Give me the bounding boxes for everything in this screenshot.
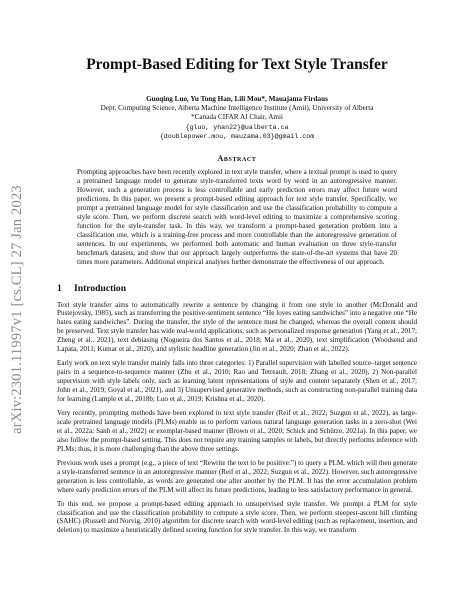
paper-page xyxy=(57,56,417,540)
author-affiliation-2: *Canada CIFAR AI Chair, Amii xyxy=(190,113,283,122)
author-email-2: {doublepower.mou, mauzama.03}@gmail.com xyxy=(159,132,315,140)
author-block xyxy=(57,95,417,141)
abstract-heading-text: Abstract xyxy=(217,154,257,164)
abstract-text: Prompting approaches have been recently explored in text style transfer, where a textual prompt is used to query a pretrained language model to generate style-transferred texts word by word in an autoregressive manner. However, such a generation process is less controllable and early prediction errors may affect future word predictions. In this paper, we present a prompt-based editing approach for text style transfer. Specifically, we prompt a pretrained language model for style classification and use the classification probability to compute a style score. Then, we perform discrete search with word-level editing to maximize a comprehensive scoring function for the style-transfer task. In this way, we transform a prompt-based generation problem into a classification one, which is a training-free process and more controllable than the autoregressive generation of sentences. In our experiments, we performed both automatic and human evaluation on three style-transfer benchmark datasets, and show that our approach largely outperforms the state-of-the-art systems that have 20 times more parameters. Additional empirical analyses further demonstrate the effectiveness of our approach. xyxy=(77,168,397,266)
arxiv-identifier-text: arXiv:2301.11997v1 [cs.CL] 27 Jan 2023 xyxy=(8,184,25,434)
intro-paragraph-4: Previous work uses a prompt (e.g., a piece of text “Rewrite the text to be positive:”) to query a PLM, which will then generate a style-transferred sentence in an autoregressive manner (Reif et al., 2022; Suzgun et al., 2022). However, such autoregressive generation is less controllable, as words are generated one after another by the PLM. It has the error accumulation problem where early prediction errors of the PLM will affect its future predictions, leading to less satisfactory performance in general. xyxy=(57,458,417,494)
section-heading-introduction xyxy=(57,283,417,294)
section-number: 1 xyxy=(57,282,62,294)
section-title: Introduction xyxy=(74,282,127,294)
arxiv-identifier-stamp xyxy=(5,150,29,468)
paper-title: Prompt-Based Editing for Text Style Transfer xyxy=(86,56,388,73)
author-affiliation: Dept. Computing Science, Alberta Machine Intelligence Institute (Amii), University of Alberta xyxy=(100,104,374,113)
abstract-heading xyxy=(57,154,417,163)
intro-paragraph-1: Text style transfer aims to automatically rewrite a sentence by changing it from one style to another (McDonald and Pustejovsky, 1985), such as transferring the positive-sentiment sentence “He loves eating sandwiches” into a negative one “He hates eating sandwiches”. During the transfer, the style of the sentence must be changed, whereas the overall content should be preserved. Text style transfer has wide real-world applications, such as personalized response generation (Yang et al., 2017; Zheng et al., 2021), text debiasing (Nogueira dos Santos et al., 2018; Ma et al., 2020), text simplification (Woodsend and Lapata, 2011; Kumar et al., 2020), and stylistic headline generation (Jin et al., 2020; Zhan et al., 2022). xyxy=(57,300,417,354)
author-names: Guoqing Luo, Yu Tong Han, Lili Mou*, Mauajama Firdaus xyxy=(146,95,328,103)
intro-paragraph-3: Very recently, prompting methods have been explored in text style transfer (Reif et al., 2022; Suzgun et al., 2022), as large-scale pretrained language models (PLMs) enable us to perform various natural language generation tasks in a zero-shot (Wei et al., 2022a; Sanh et al., 2022) or exemplar-based manner (Brown et al., 2020; Schick and Schütze, 2021a). In this paper, we also follow the prompt-based setting. This does not require any training samples or labels, but directly performs inference with PLMs; thus, it is more challenging than the above three settings. xyxy=(57,408,417,453)
intro-paragraph-5: To this end, we propose a prompt-based editing approach to unsupervised style transfer. We prompt a PLM for style classification and use the classification probability to compute a style score. Then, we perform steepest-ascent hill climbing (SAHC) (Russell and Norvig, 2010) algorithm for discrete search with word-level editing (such as replacement, insertion, and deletion) to maximize a heuristically defined scoring function for style transfer. In this way, we transform xyxy=(57,499,417,535)
intro-paragraph-2: Early work on text style transfer mainly falls into three categories: 1) Parallel supervision with labelled source–target sentence pairs in a sequence-to-sequence manner (Zhu et al., 2010; Rao and Tetreault, 2018; Zhang et al., 2020), 2) Non-parallel supervision with style labels only, such as learning latent representations of style and content separately (Shen et al., 2017; John et al., 2019; Goyal et al., 2021), and 3) Unsupervised generative methods, such as constructing non-parallel training data for learning (Lample et al., 2018b; Luo et al., 2019; Krishna et al., 2020). xyxy=(57,359,417,404)
author-email-1: {gluo, yhan22}@ualberta.ca xyxy=(185,123,289,131)
